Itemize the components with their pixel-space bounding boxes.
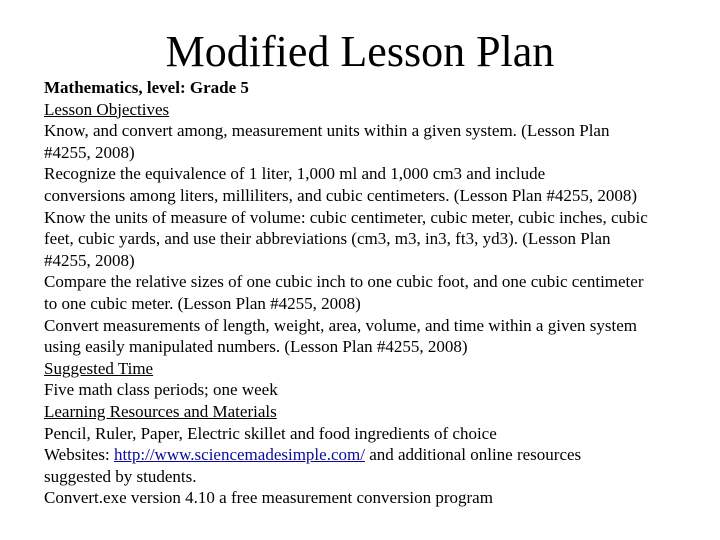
resources-line: suggested by students. [44, 466, 197, 486]
materials-list: Pencil, Ruler, Paper, Electric skillet and food ingredients of choice [44, 423, 497, 443]
objective-line: Compare the relative sizes of one cubic inch to one cubic foot, and one cubic centimeter [44, 272, 644, 292]
objective-line: to one cubic meter. (Lesson Plan #4255, 2008) [44, 293, 361, 313]
page-title: Modified Lesson Plan [165, 27, 555, 76]
objective-line: feet, cubic yards, and use their abbreviations (cm3, m3, in3, ft3, yd3). (Lesson Plan [44, 229, 611, 249]
suggested-time-heading: Suggested Time [44, 358, 154, 378]
objective-line: using easily manipulated numbers. (Lesson Plan #4255, 2008) [44, 337, 468, 357]
websites-suffix: and additional online resources [364, 445, 582, 465]
objective-line: Convert measurements of length, weight, area, volume, and time within a given system [44, 315, 637, 335]
objective-line: conversions among liters, milliliters, and cubic centimeters. (Lesson Plan #4255, 2008) [44, 185, 637, 205]
suggested-time-text: Five math class periods; one week [44, 380, 278, 400]
lesson-plan-body [44, 77, 704, 509]
websites-line [44, 444, 704, 466]
objective-line: Recognize the equivalence of 1 liter, 1,000 ml and 1,000 cm3 and include [44, 164, 546, 184]
objective-line: #4255, 2008) [44, 142, 135, 162]
sciencemadesimple-link[interactable]: http://www.sciencemadesimple.com/ [113, 445, 365, 465]
objectives-heading: Lesson Objectives [44, 99, 170, 119]
objective-line: #4255, 2008) [44, 250, 135, 270]
resources-line: Convert.exe version 4.10 a free measurement conversion program [44, 488, 493, 508]
objective-line: Know the units of measure of volume: cubic centimeter, cubic meter, cubic inches, cubic [44, 207, 648, 227]
subject-line: Mathematics, level: Grade 5 [44, 78, 249, 97]
websites-label: Websites: [44, 445, 114, 465]
objective-line: Know, and convert among, measurement units within a given system. (Lesson Plan [44, 121, 610, 141]
resources-heading: Learning Resources and Materials [44, 401, 277, 421]
